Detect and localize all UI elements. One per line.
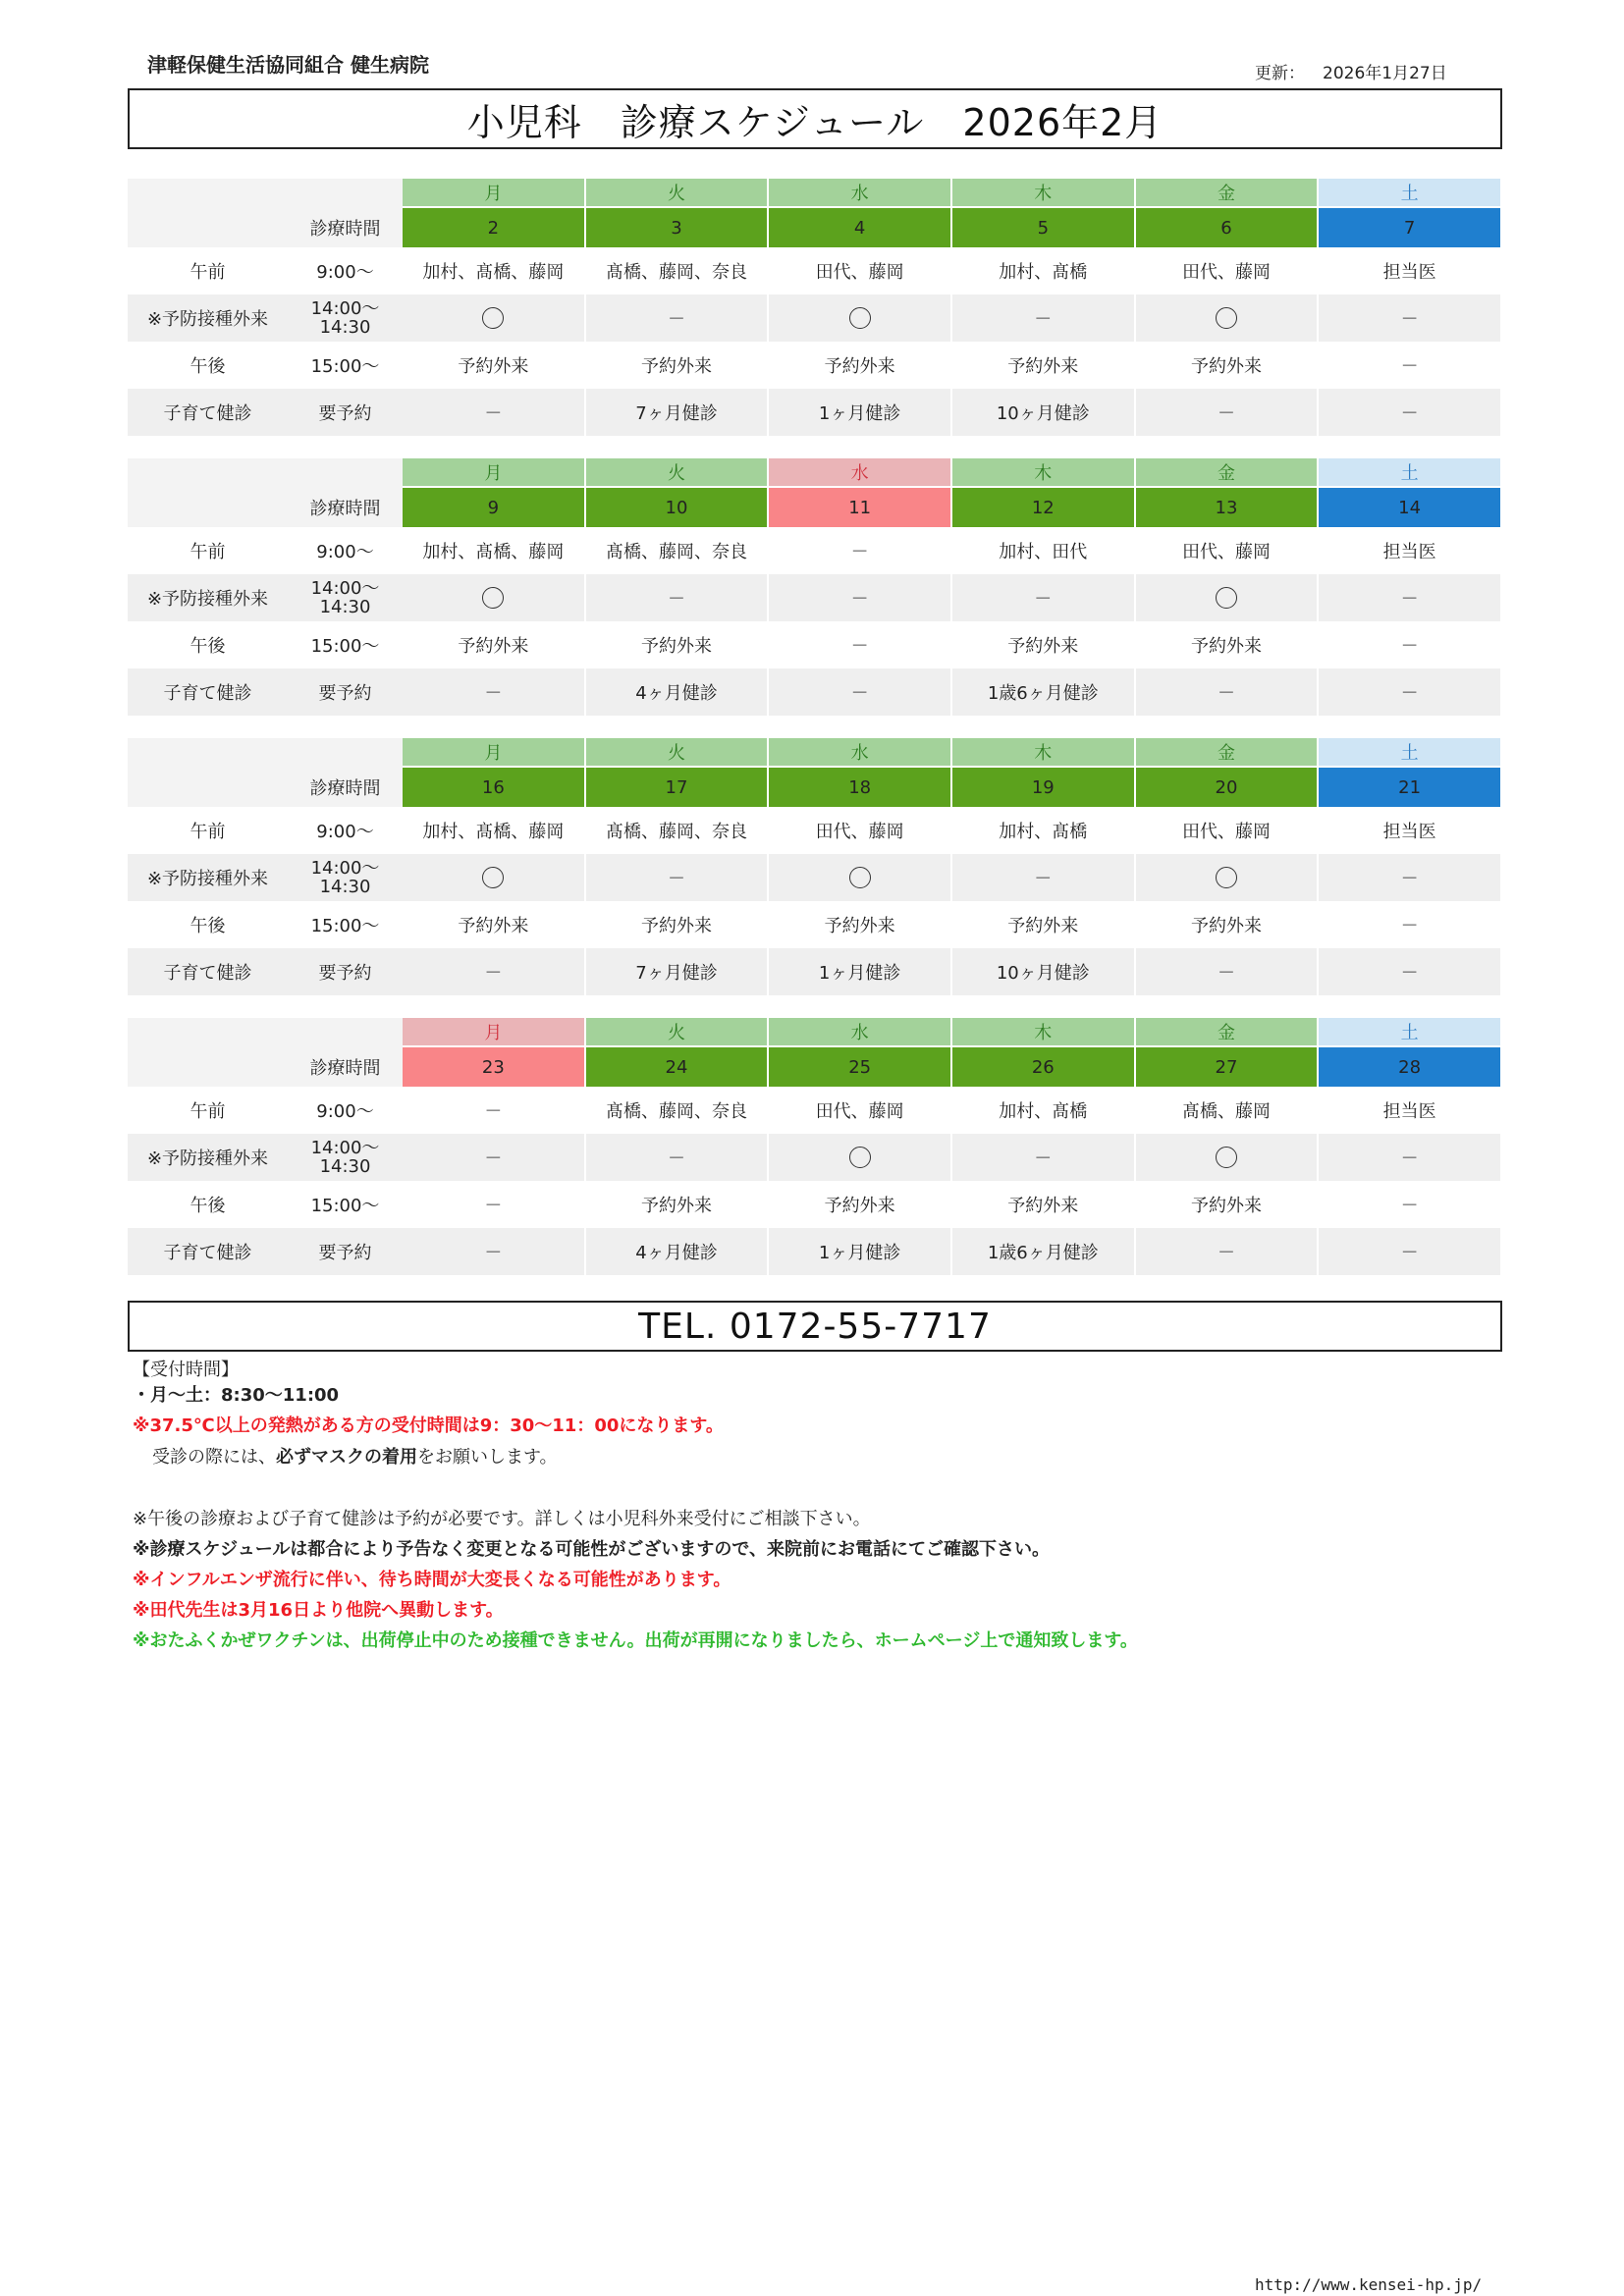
available-circle-icon (482, 307, 504, 329)
morning-doctors: 髙橋、藤岡、奈良 (586, 527, 770, 574)
mask-note-post: をお願いします。 (417, 1447, 558, 1468)
checkup-type: － (403, 1228, 586, 1275)
fever-note: ※37.5℃以上の発熱がある方の受付時間は9：30～11：00になります。 (133, 1415, 724, 1436)
afternoon-label: 午後 (189, 636, 226, 657)
day-of-week-label: 火 (586, 738, 770, 768)
tashiro-note: ※田代先生は3月16日より他院へ異動します。 (133, 1600, 504, 1621)
morning-doctors: 田代、藤岡 (1136, 807, 1320, 854)
vaccine-time-end: 14:30 (319, 597, 371, 617)
mask-note-bold: 必ずマスクの着用 (276, 1447, 417, 1468)
mask-note-pre: 受診の際には、 (152, 1447, 276, 1468)
day-of-week-label: 金 (1136, 1018, 1320, 1047)
date-cell: 14 (1319, 488, 1502, 527)
day-of-week-label: 金 (1136, 179, 1320, 208)
afternoon-clinic: 予約外来 (769, 1181, 952, 1228)
afternoon-label: 午後 (189, 1196, 226, 1216)
date-cell: 12 (952, 488, 1136, 527)
date-cell: 4 (769, 208, 952, 247)
week-block (128, 738, 1502, 995)
checkup-note: 要予約 (288, 948, 403, 995)
morning-doctors: 髙橋、藤岡、奈良 (586, 807, 770, 854)
morning-doctors: 加村、髙橋、藤岡 (403, 807, 586, 854)
day-of-week-label: 水 (769, 179, 952, 208)
checkup-type: 1歳6ヶ月健診 (952, 1228, 1136, 1275)
date-cell: 24 (586, 1047, 770, 1087)
updated-value: 2026年1月27日 (1323, 64, 1447, 83)
header-blank (128, 738, 288, 768)
available-circle-icon (1216, 587, 1237, 609)
vaccine-time-end: 14:30 (319, 317, 371, 338)
afternoon-clinic: － (1319, 621, 1502, 668)
vaccine-availability: － (586, 574, 770, 621)
date-cell: 9 (403, 488, 586, 527)
vaccine-availability (403, 574, 586, 621)
day-of-week-label: 水 (769, 458, 952, 488)
updated-date (1255, 59, 1447, 83)
header-blank (128, 488, 288, 527)
afternoon-label: 午後 (189, 916, 226, 936)
day-of-week-label: 水 (769, 1018, 952, 1047)
checkup-type: － (1319, 948, 1502, 995)
day-of-week-label: 土 (1319, 1018, 1502, 1047)
afternoon-time: 15:00～ (310, 636, 380, 657)
date-cell: 13 (1136, 488, 1320, 527)
checkup-note: 要予約 (288, 668, 403, 716)
day-of-week-label: 土 (1319, 458, 1502, 488)
checkup-label: 子育て健診 (128, 668, 288, 716)
day-of-week-label: 月 (403, 179, 586, 208)
checkup-type: 1ヶ月健診 (769, 1228, 952, 1275)
date-cell: 23 (403, 1047, 586, 1087)
available-circle-icon (1216, 1147, 1237, 1168)
day-of-week-label: 金 (1136, 458, 1320, 488)
reception-heading: 【受付時間】 (133, 1360, 239, 1380)
morning-time: 9:00～ (316, 822, 374, 842)
afternoon-clinic: 予約外来 (586, 1181, 770, 1228)
telephone-number: TEL. 0172-55-7717 (128, 1301, 1502, 1352)
vaccine-availability: － (586, 1134, 770, 1181)
day-of-week-label: 土 (1319, 738, 1502, 768)
morning-label: 午前 (189, 542, 226, 562)
checkup-note: 要予約 (288, 1228, 403, 1275)
time-header-label: 診療時間 (288, 208, 403, 247)
morning-doctors: 担当医 (1319, 247, 1502, 294)
morning-doctors: 加村、田代 (952, 527, 1136, 574)
vaccine-time (288, 854, 403, 901)
vaccine-time-end: 14:30 (319, 877, 371, 897)
day-of-week-label: 火 (586, 179, 770, 208)
afternoon-clinic: － (403, 1181, 586, 1228)
afternoon-time: 15:00～ (310, 1196, 380, 1216)
morning-doctors: － (769, 527, 952, 574)
morning-doctors: 髙橋、藤岡、奈良 (586, 1087, 770, 1134)
reception-hours: ・月～土：8:30～11:00 (133, 1385, 340, 1406)
week-block (128, 458, 1502, 716)
updated-label: 更新： (1255, 64, 1305, 83)
morning-doctors: 田代、藤岡 (1136, 527, 1320, 574)
morning-time: 9:00～ (316, 1101, 374, 1122)
checkup-type: 7ヶ月健診 (586, 948, 770, 995)
header-blank (288, 458, 403, 488)
vaccine-time (288, 1134, 403, 1181)
afternoon-clinic: － (1319, 342, 1502, 389)
afternoon-clinic: 予約外来 (1136, 342, 1320, 389)
header-blank (288, 738, 403, 768)
vaccine-availability (769, 1134, 952, 1181)
vaccine-availability: － (952, 294, 1136, 342)
date-cell: 25 (769, 1047, 952, 1087)
day-of-week-label: 木 (952, 458, 1136, 488)
vaccine-availability (1136, 294, 1320, 342)
checkup-label: 子育て健診 (128, 948, 288, 995)
morning-doctors: 加村、髙橋 (952, 807, 1136, 854)
checkup-type: 4ヶ月健診 (586, 668, 770, 716)
available-circle-icon (849, 867, 871, 888)
vaccine-availability (403, 854, 586, 901)
afternoon-clinic: 予約外来 (952, 342, 1136, 389)
date-cell: 5 (952, 208, 1136, 247)
morning-doctors: － (403, 1087, 586, 1134)
available-circle-icon (849, 307, 871, 329)
header-blank (128, 179, 288, 208)
vaccine-time-start: 14:00～ (310, 1138, 380, 1158)
checkup-type: － (1136, 668, 1320, 716)
header-blank (288, 179, 403, 208)
vaccine-availability (769, 294, 952, 342)
morning-doctors: 加村、髙橋 (952, 247, 1136, 294)
afternoon-time: 15:00～ (310, 916, 380, 936)
day-of-week-label: 水 (769, 738, 952, 768)
vaccine-availability (1136, 574, 1320, 621)
vaccine-availability: － (403, 1134, 586, 1181)
morning-doctors: 担当医 (1319, 807, 1502, 854)
vaccine-time-start: 14:00～ (310, 578, 380, 599)
afternoon-clinic: 予約外来 (586, 342, 770, 389)
morning-doctors: 髙橋、藤岡、奈良 (586, 247, 770, 294)
time-header-label: 診療時間 (288, 488, 403, 527)
vaccine-availability: － (586, 854, 770, 901)
afternoon-clinic: － (769, 621, 952, 668)
checkup-label: 子育て健診 (128, 389, 288, 436)
afternoon-clinic: 予約外来 (403, 342, 586, 389)
week-block (128, 179, 1502, 436)
available-circle-icon (482, 867, 504, 888)
vaccine-availability: － (586, 294, 770, 342)
checkup-type: － (403, 389, 586, 436)
influenza-note: ※インフルエンザ流行に伴い、待ち時間が大変長くなる可能性があります。 (133, 1570, 731, 1590)
morning-time: 9:00～ (316, 262, 374, 283)
day-of-week-label: 月 (403, 458, 586, 488)
vaccine-availability: － (952, 1134, 1136, 1181)
checkup-type: 7ヶ月健診 (586, 389, 770, 436)
checkup-type: － (1136, 948, 1320, 995)
vaccine-availability (1136, 1134, 1320, 1181)
checkup-type: － (769, 668, 952, 716)
date-cell: 21 (1319, 768, 1502, 807)
vaccine-availability (769, 854, 952, 901)
morning-doctors: 担当医 (1319, 1087, 1502, 1134)
mask-note (152, 1447, 558, 1468)
available-circle-icon (1216, 867, 1237, 888)
checkup-label: 子育て健診 (128, 1228, 288, 1275)
date-cell: 17 (586, 768, 770, 807)
header-blank (128, 458, 288, 488)
checkup-type: － (403, 668, 586, 716)
afternoon-clinic: 予約外来 (952, 621, 1136, 668)
time-header-label: 診療時間 (288, 1047, 403, 1087)
afternoon-clinic: 予約外来 (1136, 621, 1320, 668)
date-cell: 16 (403, 768, 586, 807)
date-cell: 26 (952, 1047, 1136, 1087)
header-blank (128, 768, 288, 807)
checkup-type: 1ヶ月健診 (769, 948, 952, 995)
date-cell: 3 (586, 208, 770, 247)
afternoon-clinic: － (1319, 901, 1502, 948)
day-of-week-label: 土 (1319, 179, 1502, 208)
date-cell: 2 (403, 208, 586, 247)
available-circle-icon (849, 1147, 871, 1168)
day-of-week-label: 月 (403, 1018, 586, 1047)
checkup-type: － (1136, 389, 1320, 436)
afternoon-clinic: 予約外来 (952, 1181, 1136, 1228)
day-of-week-label: 木 (952, 1018, 1136, 1047)
schedule-change-note: ※診療スケジュールは都合により予告なく変更となる可能性がございますので、来院前にお電話にてご確認下さい。 (133, 1539, 1051, 1560)
day-of-week-label: 木 (952, 738, 1136, 768)
vaccine-label: ※予防接種外来 (128, 1134, 288, 1181)
vaccine-availability: － (1319, 574, 1502, 621)
vaccine-label: ※予防接種外来 (128, 294, 288, 342)
checkup-type: － (403, 948, 586, 995)
afternoon-clinic: 予約外来 (1136, 1181, 1320, 1228)
vaccine-availability (1136, 854, 1320, 901)
afternoon-clinic: 予約外来 (769, 342, 952, 389)
morning-doctors: 加村、髙橋 (952, 1087, 1136, 1134)
reservation-note: ※午後の診療および子育て健診は予約が必要です。詳しくは小児科外来受付にご相談下さい。 (133, 1509, 871, 1529)
day-of-week-label: 金 (1136, 738, 1320, 768)
header-blank (288, 1018, 403, 1047)
morning-doctors: 担当医 (1319, 527, 1502, 574)
header-blank (128, 1018, 288, 1047)
page-title: 小児科 診療スケジュール 2026年2月 (128, 88, 1502, 149)
footer-url[interactable]: http://www.kensei-hp.jp/ (1255, 2275, 1483, 2294)
header-blank (128, 208, 288, 247)
vaccine-label: ※予防接種外来 (128, 854, 288, 901)
checkup-type: 4ヶ月健診 (586, 1228, 770, 1275)
day-of-week-label: 火 (586, 458, 770, 488)
checkup-type: 1歳6ヶ月健診 (952, 668, 1136, 716)
date-cell: 20 (1136, 768, 1320, 807)
checkup-type: 1ヶ月健診 (769, 389, 952, 436)
vaccine-availability: － (1319, 1134, 1502, 1181)
vaccine-time-start: 14:00～ (310, 298, 380, 319)
date-cell: 28 (1319, 1047, 1502, 1087)
vaccine-note: ※おたふくかぜワクチンは、出荷停止中のため接種できません。出荷が再開になりましたら、ホームページ上で通知致します。 (133, 1630, 1138, 1651)
date-cell: 27 (1136, 1047, 1320, 1087)
day-of-week-label: 木 (952, 179, 1136, 208)
vaccine-availability: － (952, 854, 1136, 901)
date-cell: 7 (1319, 208, 1502, 247)
available-circle-icon (482, 587, 504, 609)
day-of-week-label: 火 (586, 1018, 770, 1047)
date-cell: 19 (952, 768, 1136, 807)
vaccine-availability: － (1319, 294, 1502, 342)
vaccine-label: ※予防接種外来 (128, 574, 288, 621)
morning-doctors: 田代、藤岡 (769, 247, 952, 294)
afternoon-clinic: 予約外来 (769, 901, 952, 948)
afternoon-label: 午後 (189, 356, 226, 377)
afternoon-clinic: 予約外来 (586, 621, 770, 668)
afternoon-clinic: 予約外来 (1136, 901, 1320, 948)
checkup-type: 10ヶ月健診 (952, 948, 1136, 995)
morning-doctors: 田代、藤岡 (1136, 247, 1320, 294)
afternoon-time: 15:00～ (310, 356, 380, 377)
morning-time: 9:00～ (316, 542, 374, 562)
checkup-type: － (1319, 389, 1502, 436)
afternoon-clinic: 予約外来 (403, 621, 586, 668)
vaccine-time-end: 14:30 (319, 1156, 371, 1177)
vaccine-time (288, 574, 403, 621)
vaccine-availability: － (769, 574, 952, 621)
afternoon-clinic: 予約外来 (952, 901, 1136, 948)
date-cell: 11 (769, 488, 952, 527)
header-blank (128, 1047, 288, 1087)
organization-name: 津軽保健生活協同組合 健生病院 (147, 53, 429, 77)
day-of-week-label: 月 (403, 738, 586, 768)
vaccine-availability: － (952, 574, 1136, 621)
vaccine-time-start: 14:00～ (310, 858, 380, 879)
checkup-note: 要予約 (288, 389, 403, 436)
morning-label: 午前 (189, 262, 226, 283)
morning-label: 午前 (189, 1101, 226, 1122)
vaccine-time (288, 294, 403, 342)
checkup-type: － (1319, 668, 1502, 716)
morning-doctors: 髙橋、藤岡 (1136, 1087, 1320, 1134)
morning-label: 午前 (189, 822, 226, 842)
checkup-type: 10ヶ月健診 (952, 389, 1136, 436)
afternoon-clinic: 予約外来 (586, 901, 770, 948)
morning-doctors: 田代、藤岡 (769, 807, 952, 854)
vaccine-availability: － (1319, 854, 1502, 901)
afternoon-clinic: 予約外来 (403, 901, 586, 948)
afternoon-clinic: － (1319, 1181, 1502, 1228)
morning-doctors: 田代、藤岡 (769, 1087, 952, 1134)
time-header-label: 診療時間 (288, 768, 403, 807)
morning-doctors: 加村、髙橋、藤岡 (403, 527, 586, 574)
date-cell: 6 (1136, 208, 1320, 247)
vaccine-availability (403, 294, 586, 342)
checkup-type: － (1136, 1228, 1320, 1275)
date-cell: 18 (769, 768, 952, 807)
checkup-type: － (1319, 1228, 1502, 1275)
date-cell: 10 (586, 488, 770, 527)
week-block (128, 1018, 1502, 1275)
available-circle-icon (1216, 307, 1237, 329)
morning-doctors: 加村、髙橋、藤岡 (403, 247, 586, 294)
